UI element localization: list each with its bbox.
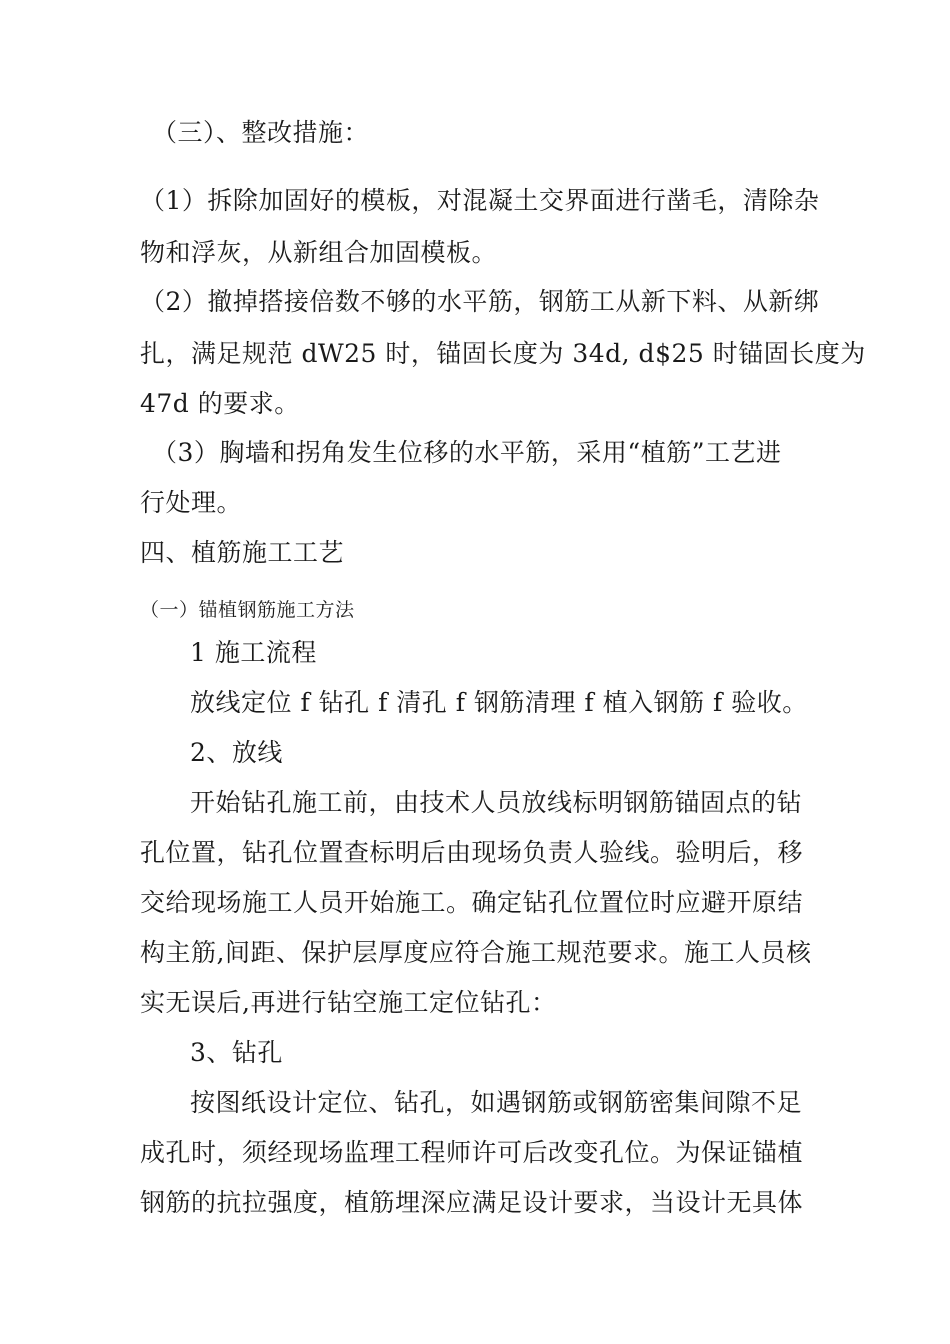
item-2-line-2: 扎，满足规范 dW25 时，锚固长度为 34d, d$25 时锚固长度为 [140,339,866,368]
step-3-title: 3、钻孔 [190,1038,283,1067]
step-1-flow: 放线定位 f 钻孔 f 清孔 f 钢筋清理 f 植入钢筋 f 验收。 [190,688,808,717]
step-2-line-3: 交给现场施工人员开始施工。确定钻孔位置位时应避开原结 [140,888,804,917]
section-4-heading: 四、植筋施工工艺 [140,538,345,567]
item-3-line-1: （3）胸墙和拐角发生位移的水平筋，采用“植筋”工艺进 [152,438,782,467]
item-3-line-2: 行处理。 [140,488,243,517]
step-3-line-3: 钢筋的抗拉强度，植筋埋深应满足设计要求，当设计无具体 [140,1188,804,1217]
item-1-line-2: 物和浮灰，从新组合加固模板。 [140,238,498,267]
heading-rectification-measures: （三）、整改措施： [152,118,370,147]
item-1-line-1: （1）拆除加固好的模板，对混凝土交界面进行凿毛，清除杂 [140,186,820,215]
step-2-title: 2、放线 [190,738,283,767]
step-2-line-1: 开始钻孔施工前，由技术人员放线标明钢筋锚固点的钻 [190,788,803,817]
step-1-title: 1 施工流程 [190,638,317,667]
step-2-line-5: 实无误后,再进行钻空施工定位钻孔： [140,988,557,1017]
step-2-line-4: 构主筋,间距、保护层厚度应符合施工规范要求。施工人员核 [140,938,812,967]
step-2-line-2: 孔位置，钻孔位置查标明后由现场负责人验线。验明后，移 [140,838,804,867]
item-2-line-1: （2）撤掉搭接倍数不够的水平筋，钢筋工从新下料、从新绑 [140,287,820,316]
item-2-line-3: 47d 的要求。 [140,389,300,418]
subsection-1-heading: （一）锚植钢筋施工方法 [140,599,355,621]
step-3-line-1: 按图纸设计定位、钻孔，如遇钢筋或钢筋密集间隙不足 [190,1088,803,1117]
step-3-line-2: 成孔时，须经现场监理工程师许可后改变孔位。为保证锚植 [140,1138,804,1167]
